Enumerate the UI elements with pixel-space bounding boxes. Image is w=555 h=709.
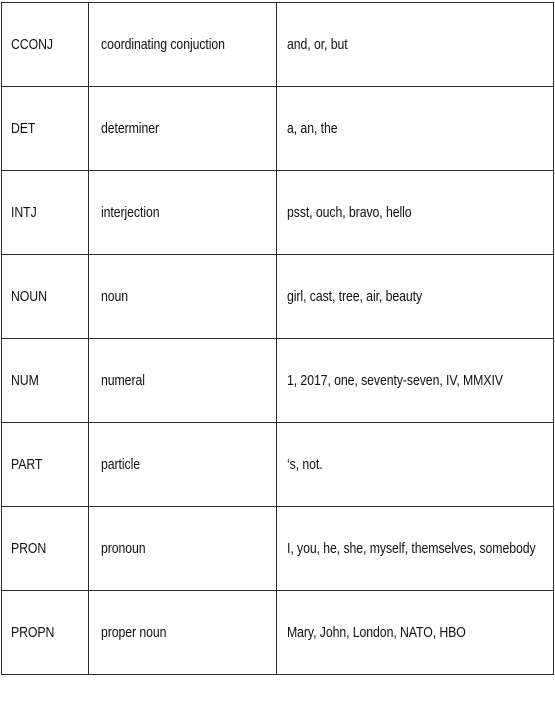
tag-cell [2, 507, 89, 591]
description-text: coordinating conjuction [101, 36, 225, 53]
description-cell [89, 87, 277, 171]
tag-cell [2, 3, 89, 87]
tag-text: DET [11, 120, 36, 137]
examples-text: girl, cast, tree, air, beauty [287, 288, 423, 305]
description-cell [89, 171, 277, 255]
examples-cell [277, 87, 554, 171]
description-cell [89, 507, 277, 591]
examples-cell [277, 591, 554, 675]
examples-cell [277, 507, 554, 591]
tag-text: PRON [11, 540, 47, 557]
tag-cell [2, 423, 89, 507]
pos-tag-table [1, 2, 554, 675]
tag-cell [2, 171, 89, 255]
examples-cell [277, 339, 554, 423]
tag-cell [2, 87, 89, 171]
examples-text: Mary, John, London, NATO, HBO [287, 624, 466, 641]
tag-text: NOUN [11, 288, 47, 305]
examples-text: and, or, but [287, 36, 348, 53]
examples-text: 1, 2017, one, seventy-seven, IV, MMXIV [287, 372, 503, 389]
description-text: interjection [101, 204, 160, 221]
tag-text: PART [11, 456, 43, 473]
examples-cell [277, 3, 554, 87]
tag-text: NUM [11, 372, 39, 389]
description-text: numeral [101, 372, 145, 389]
description-text: pronoun [101, 540, 146, 557]
table-row [2, 339, 554, 423]
tag-cell [2, 255, 89, 339]
table-row [2, 591, 554, 675]
examples-text: a, an, the [287, 120, 338, 137]
tag-cell [2, 591, 89, 675]
table-row [2, 87, 554, 171]
description-cell [89, 3, 277, 87]
table-row [2, 423, 554, 507]
table-row [2, 171, 554, 255]
tag-text: CCONJ [11, 36, 53, 53]
description-text: proper noun [101, 624, 167, 641]
table-row [2, 255, 554, 339]
examples-text: psst, ouch, bravo, hello [287, 204, 412, 221]
examples-text: I, you, he, she, myself, themselves, somebody [287, 540, 536, 557]
description-text: determiner [101, 120, 159, 137]
tag-text: INTJ [11, 204, 37, 221]
tag-text: PROPN [11, 624, 55, 641]
examples-text: ‘s, not. [287, 456, 323, 473]
description-cell [89, 423, 277, 507]
description-cell [89, 255, 277, 339]
tag-cell [2, 339, 89, 423]
description-text: particle [101, 456, 141, 473]
description-cell [89, 339, 277, 423]
pos-tag-table-body [2, 3, 554, 675]
table-row [2, 3, 554, 87]
table-row [2, 507, 554, 591]
examples-cell [277, 423, 554, 507]
examples-cell [277, 171, 554, 255]
description-cell [89, 591, 277, 675]
examples-cell [277, 255, 554, 339]
description-text: noun [101, 288, 129, 305]
